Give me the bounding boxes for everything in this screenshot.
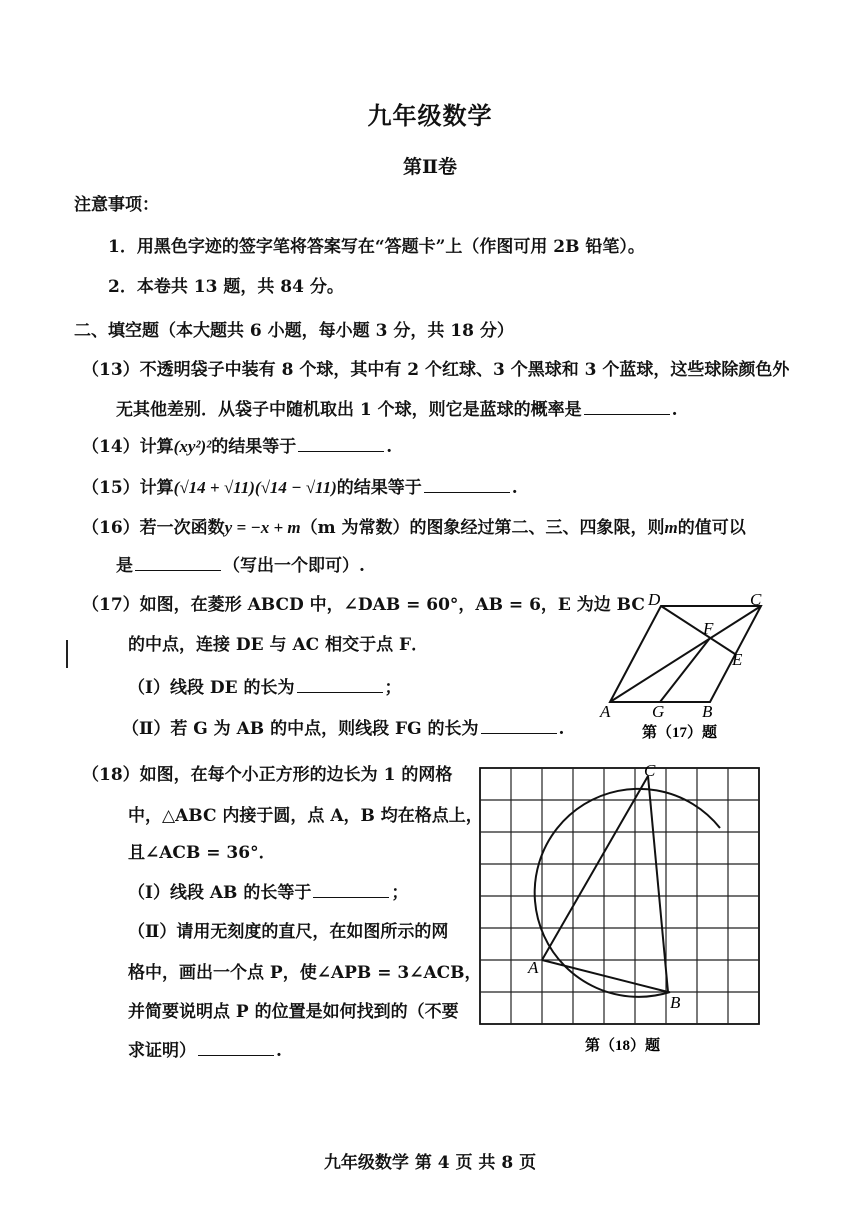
- q16-rest: 的图象经过第二、三、四象限，则: [409, 518, 665, 538]
- margin-mark: [66, 640, 68, 668]
- q18-part2-line1: （Ⅱ）请用无刻度的直尺，在如图所示的网: [128, 922, 449, 942]
- q18-label-b: B: [670, 993, 681, 1012]
- q16-line2-suffix: （写出一个即可）.: [223, 556, 365, 576]
- q13-line2: [116, 395, 678, 420]
- q18-part2-line2: 格中，画出一个点 P，使∠APB = 3∠ACB，: [128, 963, 482, 983]
- q16-paren: （m 为常数）: [300, 518, 410, 538]
- q17-part2-end: .: [558, 719, 565, 739]
- q17-part1-blank: [297, 678, 383, 693]
- q17-line2: 的中点，连接 DE 与 AC 相交于点 F．: [128, 635, 429, 655]
- notes-item-2: 2．本卷共 13 题，共 84 分。: [108, 277, 344, 297]
- q15-expression: (√14 + √11)(√14 − √11): [173, 478, 337, 497]
- q13-text: 无其他差别．从袋子中随机取出 1 个球，则它是蓝球的概率是: [116, 400, 582, 420]
- q17-label-g: G: [652, 702, 665, 721]
- q16-var: m: [664, 518, 678, 537]
- q16-expression: y = −x + m: [224, 518, 301, 537]
- page-footer: 九年级数学 第 4 页 共 8 页: [323, 1153, 537, 1173]
- q18-part1-end: ；: [391, 883, 409, 903]
- q16-line2: [116, 551, 365, 576]
- q14-line: [82, 432, 392, 457]
- q16-line2-prefix: 是: [116, 556, 133, 576]
- q15-line: [82, 473, 518, 498]
- q17-label-a: A: [600, 702, 611, 721]
- page-title: 九年级数学: [367, 101, 493, 130]
- volume-subtitle: 第Ⅱ卷: [402, 156, 457, 178]
- segment-ac: [542, 776, 648, 960]
- q18-part2-text: 求证明）: [128, 1041, 196, 1061]
- q14-prefix: （14）计算: [82, 437, 174, 457]
- q15-prefix: （15）计算: [82, 478, 174, 498]
- q18-line3: 且∠ACB = 36°．: [128, 843, 276, 863]
- q17-line1: （17）如图，在菱形 ABCD 中，∠DAB = 60°，AB = 6，E 为边 BC: [82, 595, 645, 615]
- q14-answer-blank: [298, 437, 384, 452]
- q17-part2-blank: [481, 719, 557, 734]
- q18-line2: 中，△ABC 内接于圆，点 A，B 均在格点上，: [128, 806, 483, 826]
- q18-part2-line4: [128, 1036, 282, 1061]
- notes-heading: 注意事项：: [74, 195, 159, 215]
- q14-period: .: [386, 437, 393, 457]
- q15-suffix: 的结果等于: [336, 478, 422, 498]
- q16-line1: [82, 513, 746, 538]
- q18-part2-end: .: [276, 1041, 282, 1061]
- q17-part2-text: （Ⅱ）若 G 为 AB 的中点，则线段 FG 的长为: [122, 719, 479, 739]
- q18-part2-line3: 并简要说明点 P 的位置是如何找到的（不要: [128, 1002, 459, 1022]
- segment-ab: [542, 960, 668, 992]
- q15-period: .: [511, 478, 518, 498]
- q18-part2-blank: [198, 1041, 274, 1056]
- q18-figure: [470, 760, 770, 1060]
- q17-figure: [590, 585, 780, 745]
- notes-item-1: 1．用黑色字迹的签字笔将答案写在“答题卡”上（作图可用 2B 铅笔）。: [108, 237, 645, 257]
- q18-part1: [128, 878, 408, 903]
- q17-label-b: B: [702, 702, 713, 721]
- q15-answer-blank: [424, 478, 510, 493]
- q17-label-f: F: [703, 619, 714, 638]
- q18-label-a: A: [528, 958, 539, 977]
- grid-lines: [480, 768, 759, 1024]
- q18-line1: （18）如图，在每个小正方形的边长为 1 的网格: [82, 765, 453, 785]
- q16-answer-blank: [135, 556, 221, 571]
- q16-end: 的值可以: [677, 518, 746, 538]
- q17-part2: [122, 714, 564, 739]
- section-heading: 二、填空题（本大题共 6 小题，每小题 3 分，共 18 分）: [74, 321, 514, 341]
- q13-line1: （13）不透明袋子中装有 8 个球，其中有 2 个红球、3 个黑球和 3 个蓝球，这些球除颜色外: [82, 360, 790, 380]
- q16-prefix: （16）若一次函数: [82, 518, 225, 538]
- q18-caption: 第（18）题: [585, 1038, 661, 1054]
- q13-answer-blank: [584, 400, 670, 415]
- q17-part1-end: ；: [384, 678, 402, 698]
- q13-period: .: [671, 400, 678, 420]
- q18-part1-text: （Ⅰ）线段 AB 的长等于: [128, 883, 312, 903]
- q17-label-d: D: [648, 590, 661, 609]
- q17-label-c: C: [750, 590, 762, 609]
- q18-label-c: C: [644, 761, 656, 780]
- q17-caption: 第（17）题: [642, 725, 718, 741]
- q14-suffix: 的结果等于: [211, 437, 297, 457]
- q18-part1-blank: [313, 883, 389, 898]
- q17-label-e: E: [732, 650, 743, 669]
- q17-part1-text: （Ⅰ）线段 DE 的长为: [128, 678, 295, 698]
- segment-fg: [660, 638, 710, 702]
- q17-part1: [128, 673, 402, 698]
- q14-expression: (xy²)²: [173, 437, 212, 456]
